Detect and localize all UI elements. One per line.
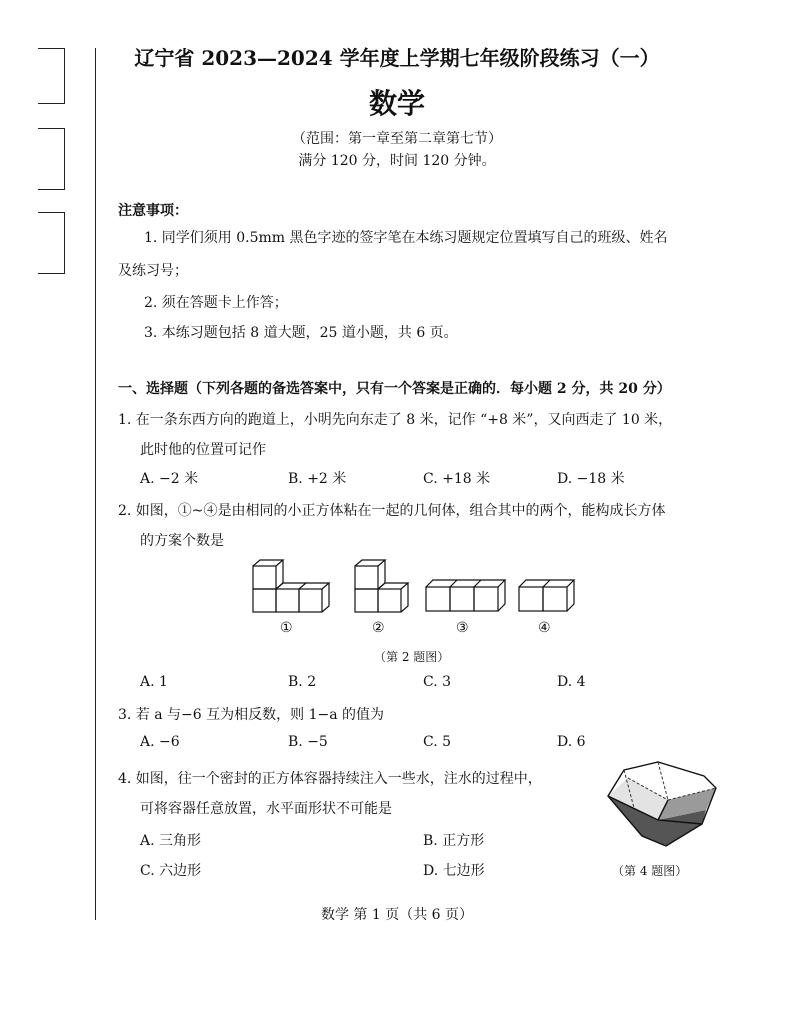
section-heading: 一、选择题（下列各题的备选答案中，只有一个答案是正确的．每小题 2 分，共 20 分） <box>118 381 671 397</box>
cube-figure-3 <box>422 574 507 618</box>
tilted-cube-figure <box>598 758 720 850</box>
option-a: A. −2 米 <box>140 471 199 487</box>
question-stem: 3. 若 a 与−6 互为相反数，则 1−a 的值为 <box>118 707 385 723</box>
binding-line <box>95 48 96 920</box>
note-item: 1. 同学们须用 0.5mm 黑色字迹的签字笔在本练习题规定位置填写自己的班级、姓名 <box>144 230 668 246</box>
option-c: C. 5 <box>423 734 452 750</box>
question-stem: 的方案个数是 <box>140 533 224 549</box>
option-a: A. 1 <box>140 674 168 690</box>
figure-label: ② <box>372 620 385 636</box>
cube-figure-4 <box>515 574 575 618</box>
option-b: B. 2 <box>288 674 317 690</box>
cube-figure-2 <box>350 558 420 618</box>
option-d: D. 4 <box>557 674 586 690</box>
option-d: D. −18 米 <box>557 471 625 487</box>
cube-figure-1 <box>248 558 338 618</box>
binding-mark <box>38 212 65 274</box>
option-c: C. 3 <box>423 674 452 690</box>
note-item: 2. 须在答题卡上作答； <box>144 295 288 311</box>
figure-label: ④ <box>538 620 551 636</box>
figure-caption: （第 4 题图） <box>612 864 688 878</box>
option-a: A. 三角形 <box>140 833 202 849</box>
option-b: B. +2 米 <box>288 471 347 487</box>
subject-title: 数学 <box>368 87 425 120</box>
note-item: 3. 本练习题包括 8 道大题，25 道小题，共 6 页。 <box>144 325 458 341</box>
question-stem: 可将容器任意放置，水平面形状不可能是 <box>140 801 392 817</box>
exam-scope: （范围：第一章至第二章第七节） <box>292 131 502 147</box>
figure-caption: （第 2 题图） <box>374 650 450 664</box>
score-time: 满分 120 分，时间 120 分钟。 <box>298 153 496 169</box>
option-b: B. −5 <box>288 734 328 750</box>
question-stem: 此时他的位置可记作 <box>140 442 266 458</box>
option-d: D. 七边形 <box>423 863 485 879</box>
page-footer: 数学 第 1 页（共 6 页） <box>320 907 474 923</box>
note-item: 及练习号； <box>118 263 188 279</box>
option-b: B. 正方形 <box>423 833 485 849</box>
notes-heading: 注意事项： <box>118 203 188 219</box>
option-c: C. 六边形 <box>140 863 202 879</box>
question-stem: 4. 如图，往一个密封的正方体容器持续注入一些水，注水的过程中， <box>118 771 542 787</box>
exam-title: 辽宁省 2023—2024 学年度上学期七年级阶段练习（一） <box>134 46 660 70</box>
question-stem: 2. 如图，①~④是由相同的小正方体粘在一起的几何体，组合其中的两个，能构成长方体 <box>118 503 666 519</box>
figure-label: ① <box>280 620 293 636</box>
option-c: C. +18 米 <box>423 471 491 487</box>
figure-label: ③ <box>456 620 469 636</box>
question-stem: 1. 在一条东西方向的跑道上，小明先向东走了 8 米，记作 “+8 米”，又向西走了 10 米， <box>118 412 673 428</box>
option-a: A. −6 <box>140 734 180 750</box>
option-d: D. 6 <box>557 734 586 750</box>
